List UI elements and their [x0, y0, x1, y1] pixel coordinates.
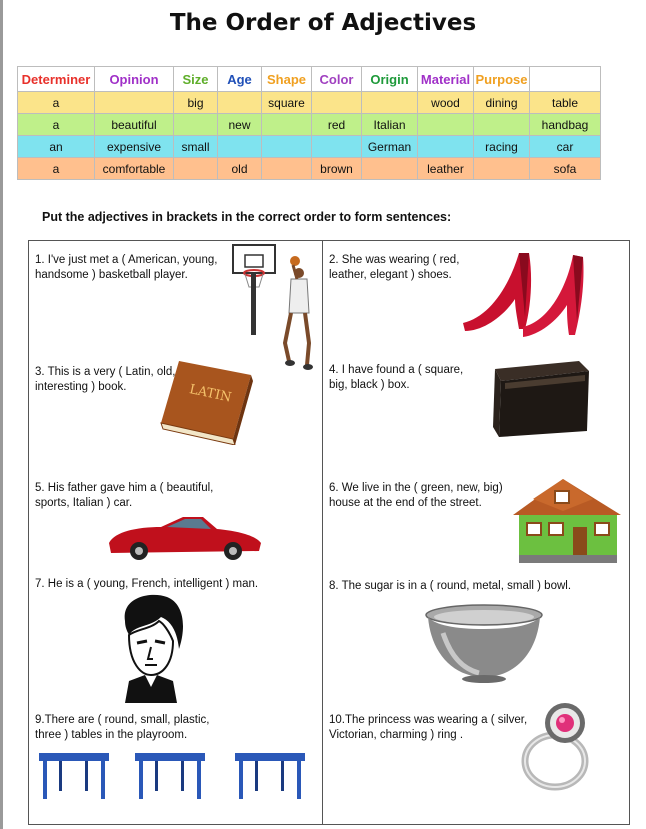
exercise-9-text: 9.There are ( round, small, plastic, three ) tables in the playroom.	[35, 714, 210, 741]
exercise-6-text: 6. We live in the ( green, new, big) house at the end of the street.	[329, 482, 503, 509]
table-cell	[218, 136, 262, 158]
table-cell: beautiful	[95, 114, 174, 136]
header-cell: Size	[174, 67, 218, 92]
header-cell: Color	[312, 67, 362, 92]
exercise-8-text: 8. The sugar is in a ( round, metal, small ) bowl.	[329, 580, 572, 592]
table-cell: new	[218, 114, 262, 136]
ring-icon	[515, 697, 607, 793]
exercise-5-text: 5. His father gave him a ( beautiful, sports, Italian ) car.	[35, 482, 214, 509]
table-cell: dining	[474, 92, 530, 114]
table-header-row	[18, 67, 601, 92]
table-cell: a	[18, 158, 95, 180]
header-cell: Age	[218, 67, 262, 92]
header-cell: Material	[418, 67, 474, 92]
red-shoes-icon	[459, 247, 589, 341]
table-row	[18, 158, 601, 180]
table-cell: old	[218, 158, 262, 180]
table-icon	[39, 753, 109, 799]
table-cell	[174, 158, 218, 180]
adjective-order-table	[17, 66, 601, 180]
table-cell: square	[262, 92, 312, 114]
table-cell	[418, 136, 474, 158]
exercise-10-text: 10.The princess was wearing a ( silver, Victorian, charming ) ring .	[329, 714, 528, 741]
page-left-border	[0, 0, 3, 829]
table-cell: car	[530, 136, 601, 158]
column-divider	[322, 241, 323, 824]
exercise-box	[28, 240, 630, 825]
book-cover-label: LATIN	[187, 382, 233, 406]
header-cell: Determiner	[18, 67, 95, 92]
table-cell	[262, 136, 312, 158]
table-cell: wood	[418, 92, 474, 114]
table-cell: sofa	[530, 158, 601, 180]
table-icon	[235, 753, 305, 799]
table-cell	[218, 92, 262, 114]
latin-book-icon	[159, 353, 255, 445]
table-cell: comfortable	[95, 158, 174, 180]
table-cell	[312, 92, 362, 114]
table-row	[18, 136, 601, 158]
table-cell	[174, 114, 218, 136]
table-cell: expensive	[95, 136, 174, 158]
house-icon	[503, 471, 629, 567]
table-cell	[474, 158, 530, 180]
table-cell: German	[362, 136, 418, 158]
exercise-7-text: 7. He is a ( young, French, intelligent ) man.	[35, 578, 259, 590]
table-icon	[135, 753, 205, 799]
table-cell: small	[174, 136, 218, 158]
table-cell	[362, 158, 418, 180]
table-cell: a	[18, 114, 95, 136]
table-cell: red	[312, 114, 362, 136]
tables-icon	[37, 749, 307, 801]
table-cell: table	[530, 92, 601, 114]
table-cell: leather	[418, 158, 474, 180]
table-cell	[95, 92, 174, 114]
table-cell: handbag	[530, 114, 601, 136]
table-cell: brown	[312, 158, 362, 180]
metal-bowl-icon	[423, 603, 545, 685]
table-cell: big	[174, 92, 218, 114]
header-cell: Origin	[362, 67, 418, 92]
header-cell: Opinion	[95, 67, 174, 92]
header-cell: Shape	[262, 67, 312, 92]
table-cell	[362, 92, 418, 114]
table-cell	[474, 114, 530, 136]
man-portrait-icon	[111, 591, 191, 703]
header-cell: Purpose	[474, 67, 530, 92]
table-cell	[262, 114, 312, 136]
table-cell: racing	[474, 136, 530, 158]
table-cell: Italian	[362, 114, 418, 136]
table-row	[18, 114, 601, 136]
exercise-3-text: 3. This is a very ( Latin, old, interesting ) book.	[35, 366, 176, 393]
exercise-4-text: 4. I have found a ( square, big, black ) box.	[329, 364, 464, 391]
table-cell	[312, 136, 362, 158]
table-cell	[418, 114, 474, 136]
header-cell	[530, 67, 601, 92]
exercise-1-text: 1. I've just met a ( American, young, handsome ) basketball player.	[35, 254, 218, 281]
exercise-2-text: 2. She was wearing ( red, leather, elegant ) shoes.	[329, 254, 460, 281]
instruction-text: Put the adjectives in brackets in the correct order to form sentences:	[42, 210, 452, 224]
table-cell: an	[18, 136, 95, 158]
page-title: The Order of Adjectives	[169, 10, 477, 36]
sports-car-icon	[105, 509, 265, 561]
table-row	[18, 92, 601, 114]
black-box-icon	[491, 357, 591, 439]
table-cell	[262, 158, 312, 180]
table-cell: a	[18, 92, 95, 114]
